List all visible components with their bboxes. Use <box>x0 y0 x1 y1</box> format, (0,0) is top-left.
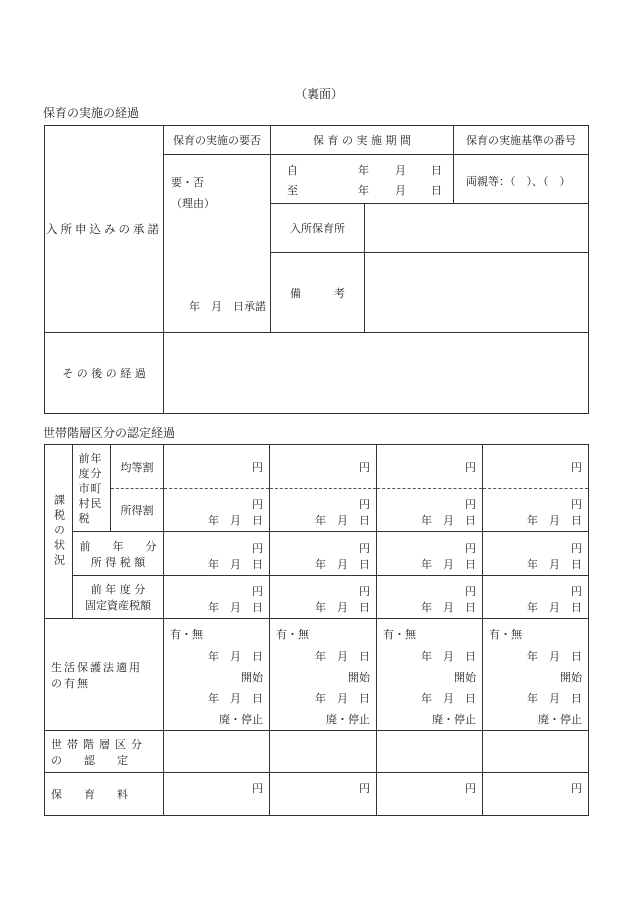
date-text: 年 月 日 <box>421 601 476 614</box>
date-text: 年 月 日 <box>208 601 263 614</box>
prev-income-tax-col3[interactable] <box>377 532 483 576</box>
after-progress-value[interactable] <box>164 333 589 414</box>
class-line1: 世帯階層区分 <box>51 737 147 751</box>
yen-text: 円 <box>252 585 263 598</box>
page-side-label: （裏面） <box>295 87 344 101</box>
yen-text: 円 <box>359 782 370 795</box>
start-date-text: 年 月 日 <box>527 650 582 663</box>
prev-income-tax-label <box>73 532 164 576</box>
class-col3[interactable] <box>377 731 483 773</box>
date-text: 年 月 日 <box>208 558 263 571</box>
welfare-col4[interactable] <box>483 619 589 731</box>
nursery-label-cell <box>271 204 365 253</box>
start-text: 開始 <box>454 671 476 684</box>
income-col1[interactable] <box>164 489 270 532</box>
stop-date-text: 年 月 日 <box>527 692 582 705</box>
date-text: 年 月 日 <box>527 558 582 571</box>
stop-date-text: 年 月 日 <box>315 692 370 705</box>
income-col3[interactable] <box>377 489 483 532</box>
nursery-value[interactable] <box>365 204 589 253</box>
yen-text: 円 <box>571 498 582 511</box>
reason-text: （理由） <box>171 197 215 210</box>
nursery-label: 入所保育所 <box>290 222 345 235</box>
prev-fixed-line2: 固定資産税額 <box>85 599 151 612</box>
prev-income-tax-col1[interactable] <box>164 532 270 576</box>
fee-text: 保 育 料 <box>51 788 128 801</box>
after-progress-label: そ の 後 の 経 過 <box>62 367 146 380</box>
fee-col4[interactable] <box>483 773 589 816</box>
start-date-text: 年 月 日 <box>208 650 263 663</box>
yen-text: 円 <box>252 782 263 795</box>
stop-date-text: 年 月 日 <box>421 692 476 705</box>
section1-table <box>44 125 589 414</box>
class-col4[interactable] <box>483 731 589 773</box>
welfare-line2: の有無 <box>51 676 90 690</box>
application-approval-label <box>45 126 164 333</box>
header-standard: 保育の実施基準の番号 <box>454 126 589 155</box>
equal-col2[interactable] <box>270 445 377 489</box>
date-text: 年 月 日 <box>421 514 476 527</box>
yen-text: 円 <box>465 542 476 555</box>
from-year: 年 <box>358 164 369 177</box>
yen-text: 円 <box>465 782 476 795</box>
section2-title: 世帯階層区分の認定経過 <box>43 426 176 440</box>
yen-text: 円 <box>252 498 263 511</box>
section1-title: 保育の実施の経過 <box>43 106 140 120</box>
fee-col1[interactable] <box>164 773 270 816</box>
stop-text: 廃・停止 <box>219 713 263 726</box>
prev-fixed-asset-label <box>73 576 164 619</box>
start-date-text: 年 月 日 <box>315 650 370 663</box>
yen-text: 円 <box>252 542 263 555</box>
from-label: 自 <box>287 164 298 177</box>
yen-text: 円 <box>359 498 370 511</box>
yen-text: 円 <box>571 542 582 555</box>
yen-text: 円 <box>465 585 476 598</box>
section2-table <box>44 444 589 816</box>
yen-text: 円 <box>571 585 582 598</box>
stop-text: 廃・停止 <box>326 713 370 726</box>
equal-text: 均等割 <box>120 460 154 474</box>
equal-col1[interactable] <box>164 445 270 489</box>
period-cell <box>271 155 454 204</box>
from-month: 月 <box>395 164 406 177</box>
after-progress-label-cell <box>45 333 164 414</box>
prev-income-tax-line2: 所 得 税 額 <box>90 555 146 569</box>
income-label <box>111 489 164 532</box>
class-col1[interactable] <box>164 731 270 773</box>
prev-municipal-text: 前年度分市町村民税 <box>78 451 103 525</box>
yes-no-text: 有・無 <box>383 628 416 641</box>
to-year: 年 <box>358 184 369 197</box>
date-text: 年 月 日 <box>315 558 370 571</box>
to-label: 至 <box>287 184 298 197</box>
prev-income-tax-line1: 前 年 分 <box>79 539 157 553</box>
remarks-label-cell <box>271 253 365 333</box>
fee-label <box>45 773 164 816</box>
stop-text: 廃・停止 <box>538 713 582 726</box>
prev-fixed-col3[interactable] <box>377 576 483 619</box>
yen-text: 円 <box>359 461 370 474</box>
tax-status-label <box>45 445 73 619</box>
to-day: 日 <box>431 184 442 197</box>
yen-text: 円 <box>359 585 370 598</box>
requirement-cell <box>164 155 271 333</box>
prev-fixed-col1[interactable] <box>164 576 270 619</box>
tax-status-text: 課税の状況 <box>52 494 66 569</box>
remarks-value[interactable] <box>365 253 589 333</box>
prev-fixed-col4[interactable] <box>483 576 589 619</box>
welfare-col1[interactable] <box>164 619 270 731</box>
start-text: 開始 <box>241 671 263 684</box>
yen-text: 円 <box>359 542 370 555</box>
start-text: 開始 <box>348 671 370 684</box>
prev-fixed-col2[interactable] <box>270 576 377 619</box>
date-text: 年 月 日 <box>421 558 476 571</box>
yen-text: 円 <box>465 461 476 474</box>
parents-text: 両親等：（ ）、（ ） <box>466 175 571 188</box>
welfare-label <box>45 619 164 731</box>
prev-municipal-label <box>73 445 111 532</box>
application-approval-text: 入所申込みの承諾 <box>46 222 162 236</box>
to-month: 月 <box>395 184 406 197</box>
income-text: 所得割 <box>120 504 154 517</box>
income-col4[interactable] <box>483 489 589 532</box>
equal-col3[interactable] <box>377 445 483 489</box>
start-text: 開始 <box>560 671 582 684</box>
prev-income-tax-col2[interactable] <box>270 532 377 576</box>
prev-fixed-line1: 前 年 度 分 <box>90 583 146 596</box>
date-text: 年 月 日 <box>527 601 582 614</box>
date-text: 年 月 日 <box>315 601 370 614</box>
welfare-col2[interactable] <box>270 619 377 731</box>
welfare-line1: 生活保護法適用 <box>51 660 142 674</box>
yes-no-text: 要・否 <box>171 176 204 189</box>
date-text: 年 月 日 <box>527 514 582 527</box>
income-col2[interactable] <box>270 489 377 532</box>
class-col2[interactable] <box>270 731 377 773</box>
stop-text: 廃・停止 <box>432 713 476 726</box>
fee-col3[interactable] <box>377 773 483 816</box>
yes-no-text: 有・無 <box>489 628 522 641</box>
from-day: 日 <box>431 164 442 177</box>
date-text: 年 月 日 <box>208 514 263 527</box>
standard-cell <box>454 155 589 204</box>
header-period: 保 育 の 実 施 期 間 <box>271 126 454 155</box>
approval-date-text: 年 月 日承諾 <box>189 300 266 313</box>
prev-income-tax-col4[interactable] <box>483 532 589 576</box>
remarks-label: 備 考 <box>290 286 345 300</box>
yen-text: 円 <box>571 782 582 795</box>
yen-text: 円 <box>465 498 476 511</box>
header-requirement: 保育の実施の要否 <box>164 126 271 155</box>
equal-col4[interactable] <box>483 445 589 489</box>
class-line2: の 認 定 <box>51 753 128 767</box>
yen-text: 円 <box>571 461 582 474</box>
fee-col2[interactable] <box>270 773 377 816</box>
date-text: 年 月 日 <box>315 514 370 527</box>
yes-no-text: 有・無 <box>276 628 309 641</box>
stop-date-text: 年 月 日 <box>208 692 263 705</box>
household-class-label <box>45 731 164 773</box>
yen-text: 円 <box>252 461 263 474</box>
yes-no-text: 有・無 <box>170 628 203 641</box>
start-date-text: 年 月 日 <box>421 650 476 663</box>
welfare-col3[interactable] <box>377 619 483 731</box>
equal-label <box>111 445 164 489</box>
